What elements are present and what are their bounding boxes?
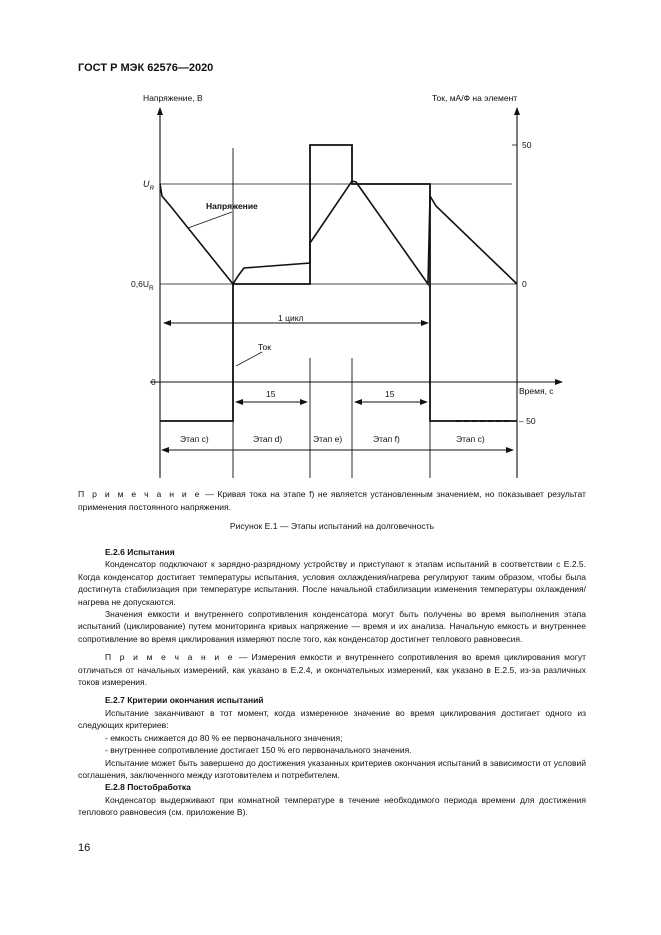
voltage-leader [188,212,232,228]
tick-right-50: 50 [522,140,532,150]
voltage-curve [160,181,517,284]
time-axis-label: Время, с [519,386,554,396]
cycle-label: 1 цикл [278,313,304,323]
current-label: Ток [258,342,271,352]
paragraph: Испытание может быть завершено до достижения указанных критериев окончания испытаний в зависимости от условий соглашения, заключенного между изготовителем и потребителем. [78,757,586,780]
current-curve [160,145,517,421]
tick-zero-left: 0 [151,377,156,387]
heading-e28: E.2.8 Постобработка [105,782,191,793]
standard-header: ГОСТ Р МЭК 62576—2020 [78,62,214,74]
right-axis-label: Ток, мА/Ф на элемент [432,93,518,103]
list-item: - емкость снижается до 80 % ее первоначального значения; [105,732,343,743]
paragraph: Испытание заканчивают в тот момент, когда измеренное значение во время циклирования достигает одного из следующих критериев: [78,707,586,731]
duration-label-2: 15 [385,389,395,399]
body-text [78,546,586,819]
paragraph: Конденсатор выдерживают при комнатной температуре в течение необходимого периода времени для достижения теплового равновесия (см. приложение B). [78,794,586,818]
note-text: — Кривая тока на этапе f) не является установленным значением, но показывает результат применения постоянного напряжения. [78,489,586,512]
tick-ur: $U_R$ [143,179,155,192]
page-number: 16 [78,842,91,854]
voltage-label: Напряжение [206,201,258,211]
list-item: - внутреннее сопротивление достигает 150 % его первоначального значения. [105,745,412,756]
stage-label-f: Этап f) [373,434,400,444]
heading-e27: E.2.7 Критерии окончания испытаний [105,695,264,706]
stage-label-c1: Этап c) [180,434,209,444]
current-leader [236,352,262,366]
heading-e26: E.2.6 Испытания [105,547,175,557]
figure-caption: Рисунок E.1 — Этапы испытаний на долговечность [229,521,435,531]
note-paragraph: П р и м е ч а н и е — Измерения емкости и внутреннего сопротивления во время циклирования могут отличаться от начальных измерений, как указано в E.2.4, и окончательных измерений, как указано в E.2.5, из-за различных токов измерения. [78,652,586,688]
stage-label-c2: Этап c) [456,434,485,444]
tick-half-ur: $0,6U_R$ [131,279,154,292]
figure-note [78,488,586,513]
tick-right-0: 0 [522,279,527,289]
tick-right-minus50: – 50 [519,416,536,426]
note-label: П р и м е ч а н и е [78,489,202,499]
paragraph: Значения емкости и внутреннего сопротивления конденсатора могут быть получены во время выполнения этапа испытаний (циклирование) путем мониторинга кривых напряжение — время и их анализа. Начальную емкость и внутреннее сопротивление во время циклирования измеряют после того, как конденсатор достигнет теплового равновесия. [78,609,586,644]
left-axis-label: Напряжение, В [143,93,203,103]
paragraph: Конденсатор подключают к зарядно-разрядному устройству и приступают к этапам испытаний в соответствии с E.2.5. Когда конденсатор достигает температуры испытания, условия охлаждения/нагрева регулируют таким образом, чтобы была достигнута стабилизация при температуре испытания. После начальной стабилизации изменения температуры охлаждения/нагрева не допускаются. [78,559,586,607]
stage-label-e: Этап e) [313,434,343,444]
duration-label-1: 15 [266,389,276,399]
stage-label-d: Этап d) [253,434,283,444]
